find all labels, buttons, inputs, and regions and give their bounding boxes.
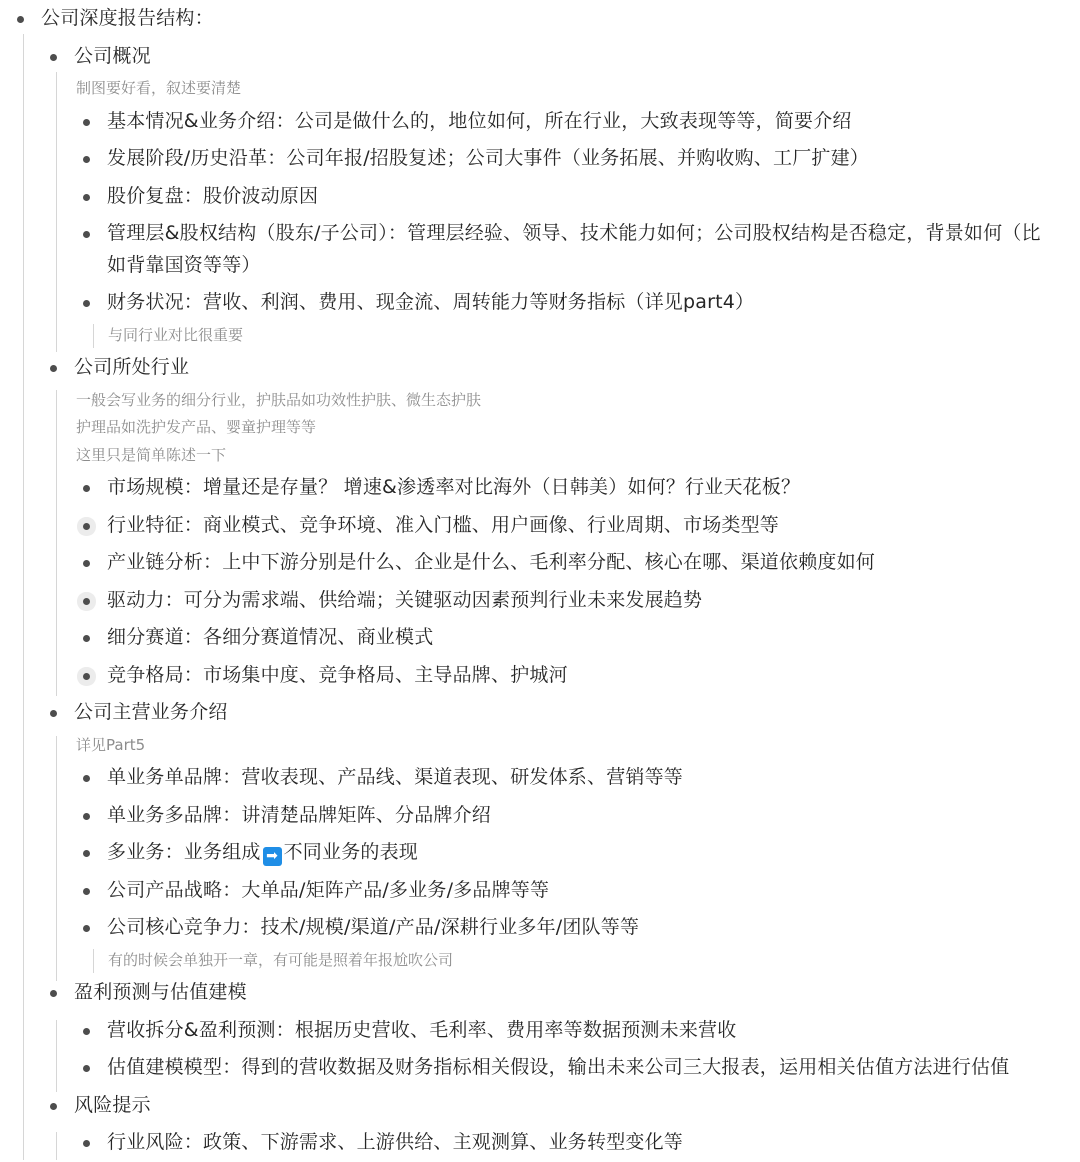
outline-item-section[interactable] [0,1087,1080,1125]
outline-item[interactable] [0,872,1080,910]
outline-item-root[interactable] [0,0,1080,38]
outline-item[interactable] [0,507,1080,545]
indent-guide [56,1132,57,1160]
item-text: 公司产品战略：大单品/矩阵产品/多业务/多品牌等等 [107,878,550,901]
outline-item[interactable] [0,544,1080,582]
item-note-text: 有的时候会单独开一章，有可能是照着年报尬吹公司 [108,950,454,969]
right-arrow-icon: ➡ [263,847,282,866]
section-note: 制图要好看，叙述要清楚 [76,79,242,97]
bullet-icon[interactable] [83,560,90,567]
indent-guide [23,34,24,1160]
item-text: 产业链分析：上中下游分别是什么、企业是什么、毛利率分配、核心在哪、渠道依赖度如何 [107,551,876,573]
item-text: 单业务多品牌：讲清楚品牌矩阵、分品牌介绍 [107,803,492,826]
bullet-icon[interactable] [83,1065,90,1072]
bullet-icon[interactable] [83,231,90,238]
bullet-icon[interactable] [83,300,90,307]
bullet-icon[interactable] [83,156,90,163]
outline-item-section[interactable] [0,38,1080,76]
bullet-icon[interactable] [83,673,90,680]
outline-item[interactable] [0,1124,1080,1162]
bullet-icon[interactable] [83,119,90,126]
note-divider [93,949,94,973]
bullet-icon[interactable] [83,850,90,857]
outline-item[interactable] [0,284,1080,322]
outline-item[interactable] [0,582,1080,620]
outline-item-section[interactable] [0,974,1080,1012]
indent-guide [56,736,57,981]
bullet-icon[interactable] [83,813,90,820]
outline-item[interactable] [0,1049,1080,1087]
item-text-part: 不同业务的表现 [283,841,419,863]
section-title: 盈利预测与估值建模 [74,981,247,1003]
outline-item[interactable] [0,1012,1080,1050]
outline-item-section[interactable] [0,349,1080,387]
bullet-icon[interactable] [50,1103,57,1110]
item-text: 细分赛道：各细分赛道情况、商业模式 [107,626,434,648]
item-text: 财务状况：营收、利润、费用、现金流、周转能力等财务指标（详见part4） [107,291,755,313]
item-text: 股价复盘：股价波动原因 [107,184,319,207]
outline-item[interactable] [0,909,1080,947]
outline-item[interactable] [0,657,1080,695]
section-title: 公司主营业务介绍 [74,701,228,723]
section-note: 护理品如洗护发产品、婴童护理等等 [76,418,317,436]
item-note-text: 与同行业对比很重要 [108,325,244,344]
item-text: 公司核心竞争力：技术/规模/渠道/产品/深耕行业多年/团队等等 [107,916,640,938]
item-text-part: 多业务：业务组成 [107,841,261,863]
section-title: 公司概况 [74,44,151,67]
section-note: 这里只是简单陈述一下 [76,445,227,464]
outline-root-label: 公司深度报告结构： [41,7,214,29]
bullet-icon[interactable] [83,925,90,932]
outline-item[interactable] [0,215,1080,284]
item-note [0,947,1080,975]
item-text [107,836,418,868]
bullet-icon[interactable] [50,365,57,372]
indent-guide [56,390,57,696]
item-note [0,322,1080,350]
bullet-icon[interactable] [83,635,90,642]
outline-item[interactable] [0,759,1080,797]
item-text: 行业特征：商业模式、竞争环境、准入门槛、用户画像、行业周期、市场类型等 [107,513,780,536]
section-title: 风险提示 [74,1093,151,1116]
item-text: 发展阶段/历史沿革：公司年报/招股复述；公司大事件（业务拓展、并购收购、工厂扩建） [107,147,870,169]
note-divider [93,324,94,348]
item-text: 单业务单品牌：营收表现、产品线、渠道表现、研发体系、营销等等 [107,766,684,788]
item-text: 基本情况&业务介绍：公司是做什么的，地位如何，所在行业，大致表现等等，简要介绍 [107,109,852,132]
bullet-icon[interactable] [83,888,90,895]
outline-item[interactable] [0,797,1080,835]
section-title: 公司所处行业 [74,356,190,378]
indent-guide [56,1020,57,1092]
outline-item[interactable] [0,619,1080,657]
indent-guide [56,72,57,352]
bullet-icon[interactable] [83,1140,90,1147]
outline-item[interactable] [0,834,1080,872]
outline-item[interactable] [0,140,1080,178]
outline-item[interactable] [0,469,1080,507]
bullet-icon[interactable] [50,710,57,717]
bullet-icon[interactable] [83,194,90,201]
bullet-icon[interactable] [83,523,90,530]
item-text: 营收拆分&盈利预测：根据历史营收、毛利率、费用率等数据预测未来营收 [107,1018,737,1041]
bullet-icon[interactable] [83,1028,90,1035]
item-text: 行业风险：政策、下游需求、上游供给、主观测算、业务转型变化等 [107,1131,684,1153]
section-note: 一般会写业务的细分行业，护肤品如功效性护肤、微生态护肤 [76,390,482,409]
bullet-icon[interactable] [83,598,90,605]
item-text: 竞争格局：市场集中度、竞争格局、主导品牌、护城河 [107,663,568,686]
outline-item[interactable] [0,178,1080,216]
outline-item[interactable] [0,103,1080,141]
item-text: 估值建模模型：得到的营收数据及财务指标相关假设，输出未来公司三大报表，运用相关估值方法进行估值 [107,1056,1010,1078]
outline-item-section[interactable] [0,694,1080,732]
bullet-icon[interactable] [83,485,90,492]
bullet-icon[interactable] [50,54,57,61]
item-text: 驱动力：可分为需求端、供给端；关键驱动因素预判行业未来发展趋势 [107,588,703,611]
section-note: 详见Part5 [76,735,146,754]
item-text: 管理层&股权结构（股东/子公司）：管理层经验、领导、技术能力如何；公司股权结构是否稳定，背景如何（比如背靠国资等等） [107,222,1041,276]
bullet-icon[interactable] [50,990,57,997]
bullet-icon[interactable] [17,16,24,23]
item-text: 市场规模：增量还是存量？ 增速&渗透率对比海外（日韩美）如何？行业天花板？ [107,476,801,498]
bullet-icon[interactable] [83,775,90,782]
